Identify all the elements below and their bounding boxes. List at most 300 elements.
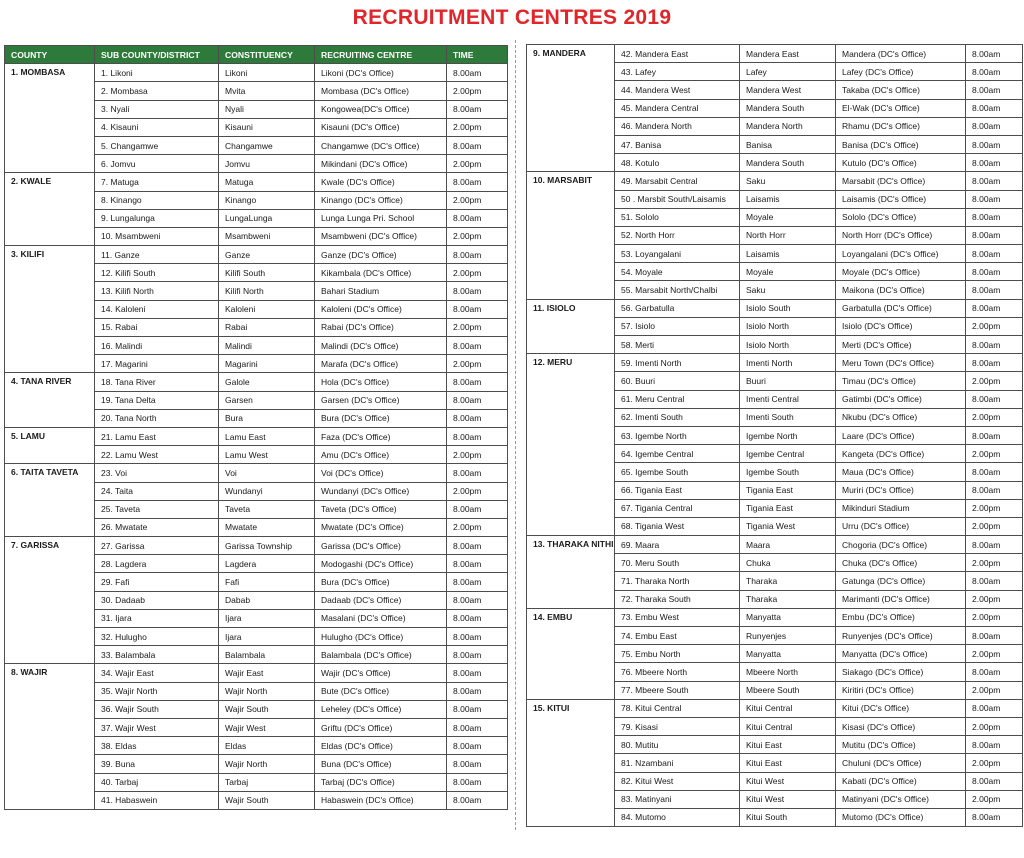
constituency-cell: Imenti South: [740, 408, 836, 426]
sub-county-cell: 47. Banisa: [615, 135, 740, 153]
centre-cell: Runyenjes (DC's Office): [836, 627, 966, 645]
sub-county-cell: 48. Kotulo: [615, 154, 740, 172]
constituency-cell: Lafey: [740, 63, 836, 81]
centre-cell: Bahari Stadium: [315, 282, 447, 300]
sub-county-cell: 62. Imenti South: [615, 408, 740, 426]
time-cell: 8.00am: [447, 664, 508, 682]
centre-cell: Takaba (DC's Office): [836, 81, 966, 99]
centre-cell: Gatimbi (DC's Office): [836, 390, 966, 408]
constituency-cell: Ganze: [219, 246, 315, 264]
constituency-cell: Wundanyi: [219, 482, 315, 500]
sub-county-cell: 83. Matinyani: [615, 790, 740, 808]
sub-county-cell: 49. Marsabit Central: [615, 172, 740, 190]
constituency-cell: Chuka: [740, 554, 836, 572]
time-cell: 8.00am: [447, 755, 508, 773]
sub-county-cell: 23. Voi: [95, 464, 219, 482]
centre-cell: Habaswein (DC's Office): [315, 791, 447, 809]
time-cell: 8.00am: [966, 808, 1023, 826]
constituency-cell: Laisamis: [740, 245, 836, 263]
sub-county-cell: 19. Tana Delta: [95, 391, 219, 409]
constituency-cell: Mandera West: [740, 81, 836, 99]
time-cell: 8.00am: [447, 64, 508, 82]
time-cell: 8.00am: [447, 100, 508, 118]
constituency-cell: Wajir West: [219, 718, 315, 736]
time-cell: 8.00am: [966, 81, 1023, 99]
centre-cell: Moyale (DC's Office): [836, 263, 966, 281]
centre-cell: Kutulo (DC's Office): [836, 154, 966, 172]
sub-county-cell: 45. Mandera Central: [615, 99, 740, 117]
time-cell: 8.00am: [966, 627, 1023, 645]
constituency-cell: Kilifi North: [219, 282, 315, 300]
county-cell: 14. EMBU: [527, 608, 615, 699]
table-row: [5, 464, 508, 482]
sub-county-cell: 41. Habaswein: [95, 791, 219, 809]
time-cell: 2.00pm: [447, 191, 508, 209]
table-row: [527, 354, 1023, 372]
time-cell: 8.00am: [966, 481, 1023, 499]
centre-cell: Chuka (DC's Office): [836, 554, 966, 572]
constituency-cell: LungaLunga: [219, 209, 315, 227]
centre-cell: Laisamis (DC's Office): [836, 190, 966, 208]
time-cell: 8.00am: [447, 500, 508, 518]
sub-county-cell: 25. Taveta: [95, 500, 219, 518]
time-cell: 8.00am: [447, 173, 508, 191]
constituency-cell: North Horr: [740, 226, 836, 244]
county-cell: 7. GARISSA: [5, 537, 95, 664]
centre-cell: Siakago (DC's Office): [836, 663, 966, 681]
sub-county-cell: 57. Isiolo: [615, 317, 740, 335]
centre-cell: Banisa (DC's Office): [836, 135, 966, 153]
time-cell: 2.00pm: [447, 318, 508, 336]
sub-county-cell: 43. Lafey: [615, 63, 740, 81]
sub-county-cell: 75. Embu North: [615, 645, 740, 663]
time-cell: 2.00pm: [447, 355, 508, 373]
centre-cell: Kisauni (DC's Office): [315, 118, 447, 136]
sub-county-cell: 54. Moyale: [615, 263, 740, 281]
centre-cell: Likoni (DC's Office): [315, 64, 447, 82]
time-cell: 8.00am: [447, 573, 508, 591]
table-body-left: [5, 64, 508, 810]
time-cell: 2.00pm: [447, 518, 508, 536]
county-cell: 3. KILIFI: [5, 246, 95, 373]
constituency-cell: Likoni: [219, 64, 315, 82]
constituency-cell: Malindi: [219, 337, 315, 355]
constituency-cell: Wajir North: [219, 682, 315, 700]
centre-cell: Bura (DC's Office): [315, 573, 447, 591]
centre-cell: Eldas (DC's Office): [315, 737, 447, 755]
sub-county-cell: 20. Tana North: [95, 409, 219, 427]
sub-county-cell: 50 . Marsbit South/Laisamis: [615, 190, 740, 208]
column-divider: [515, 40, 516, 830]
time-cell: 8.00am: [966, 154, 1023, 172]
time-cell: 8.00am: [447, 537, 508, 555]
centre-cell: Gatunga (DC's Office): [836, 572, 966, 590]
centre-cell: Kangeta (DC's Office): [836, 445, 966, 463]
time-cell: 8.00am: [447, 300, 508, 318]
time-cell: 8.00am: [447, 555, 508, 573]
sub-county-cell: 52. North Horr: [615, 226, 740, 244]
time-cell: 8.00am: [447, 628, 508, 646]
county-cell: 15. KITUI: [527, 699, 615, 826]
constituency-cell: Tarbaj: [219, 773, 315, 791]
constituency-cell: Garsen: [219, 391, 315, 409]
sub-county-cell: 69. Maara: [615, 536, 740, 554]
sub-county-cell: 32. Hulugho: [95, 628, 219, 646]
table-row: [5, 173, 508, 191]
centre-cell: Nkubu (DC's Office): [836, 408, 966, 426]
constituency-cell: Kitui East: [740, 736, 836, 754]
county-cell: 11. ISIOLO: [527, 299, 615, 354]
sub-county-cell: 36. Wajir South: [95, 700, 219, 718]
centre-cell: Mikindani (DC's Office): [315, 155, 447, 173]
time-cell: 8.00am: [447, 391, 508, 409]
sub-county-cell: 31. Ijara: [95, 609, 219, 627]
time-cell: 8.00am: [447, 246, 508, 264]
time-cell: 8.00am: [966, 354, 1023, 372]
sub-county-cell: 67. Tigania Central: [615, 499, 740, 517]
time-cell: 2.00pm: [966, 754, 1023, 772]
time-cell: 8.00am: [966, 226, 1023, 244]
centre-cell: Isiolo (DC's Office): [836, 317, 966, 335]
centre-cell: Chogoria (DC's Office): [836, 536, 966, 554]
sub-county-cell: 18. Tana River: [95, 373, 219, 391]
centre-cell: Marimanti (DC's Office): [836, 590, 966, 608]
sub-county-cell: 33. Balambala: [95, 646, 219, 664]
sub-county-cell: 14. Kaloleni: [95, 300, 219, 318]
table-row: [527, 45, 1023, 63]
county-cell: 12. MERU: [527, 354, 615, 536]
constituency-cell: Lagdera: [219, 555, 315, 573]
sub-county-cell: 10. Msambweni: [95, 227, 219, 245]
page-title: RECRUITMENT CENTRES 2019: [352, 6, 672, 29]
time-cell: 8.00am: [966, 772, 1023, 790]
constituency-cell: Buuri: [740, 372, 836, 390]
time-cell: 8.00am: [966, 117, 1023, 135]
centre-cell: Kabati (DC's Office): [836, 772, 966, 790]
constituency-cell: Wajir South: [219, 791, 315, 809]
time-cell: 8.00am: [966, 699, 1023, 717]
constituency-cell: Mbeere South: [740, 681, 836, 699]
constituency-cell: Saku: [740, 172, 836, 190]
table-body-right: [527, 45, 1023, 827]
table-row: [5, 537, 508, 555]
sub-county-cell: 51. Sololo: [615, 208, 740, 226]
sub-county-cell: 12. Kilifi South: [95, 264, 219, 282]
centre-cell: Maikona (DC's Office): [836, 281, 966, 299]
sub-county-cell: 60. Buuri: [615, 372, 740, 390]
sub-county-cell: 63. Igembe North: [615, 426, 740, 444]
centre-cell: Urru (DC's Office): [836, 517, 966, 535]
time-cell: 2.00pm: [966, 645, 1023, 663]
centre-cell: Modogashi (DC's Office): [315, 555, 447, 573]
county-cell: 4. TANA RIVER: [5, 373, 95, 428]
time-cell: 2.00pm: [966, 681, 1023, 699]
constituency-cell: Matuga: [219, 173, 315, 191]
centre-cell: Masalani (DC's Office): [315, 609, 447, 627]
sub-county-cell: 59. Imenti North: [615, 354, 740, 372]
table-row: [5, 64, 508, 82]
centre-cell: Wajir (DC's Office): [315, 664, 447, 682]
constituency-cell: Mwatate: [219, 518, 315, 536]
centre-cell: Matinyani (DC's Office): [836, 790, 966, 808]
time-cell: 8.00am: [966, 63, 1023, 81]
time-cell: 8.00am: [447, 718, 508, 736]
time-cell: 2.00pm: [447, 482, 508, 500]
sub-county-cell: 13. Kilifi North: [95, 282, 219, 300]
constituency-cell: Msambweni: [219, 227, 315, 245]
constituency-cell: Imenti Central: [740, 390, 836, 408]
constituency-cell: Mvita: [219, 82, 315, 100]
centre-cell: Mutomo (DC's Office): [836, 808, 966, 826]
table-header-row: [5, 46, 508, 64]
sub-county-cell: 7. Matuga: [95, 173, 219, 191]
centre-cell: Marafa (DC's Office): [315, 355, 447, 373]
header-sub-county: SUB COUNTY/DISTRICT: [95, 46, 219, 64]
county-cell: 13. THARAKA NITHI: [527, 536, 615, 609]
centre-cell: Buna (DC's Office): [315, 755, 447, 773]
constituency-cell: Lamu East: [219, 427, 315, 445]
time-cell: 2.00pm: [447, 155, 508, 173]
time-cell: 8.00am: [966, 463, 1023, 481]
centre-cell: Taveta (DC's Office): [315, 500, 447, 518]
time-cell: 2.00pm: [966, 790, 1023, 808]
constituency-cell: Kaloleni: [219, 300, 315, 318]
centre-cell: Mikinduri Stadium: [836, 499, 966, 517]
sub-county-cell: 64. Igembe Central: [615, 445, 740, 463]
sub-county-cell: 53. Loyangalani: [615, 245, 740, 263]
constituency-cell: Wajir South: [219, 700, 315, 718]
table-row: [527, 608, 1023, 626]
constituency-cell: Ijara: [219, 609, 315, 627]
centre-cell: Lafey (DC's Office): [836, 63, 966, 81]
constituency-cell: Nyali: [219, 100, 315, 118]
time-cell: 8.00am: [966, 263, 1023, 281]
constituency-cell: Laisamis: [740, 190, 836, 208]
time-cell: 8.00am: [447, 773, 508, 791]
sub-county-cell: 24. Taita: [95, 482, 219, 500]
constituency-cell: Balambala: [219, 646, 315, 664]
sub-county-cell: 79. Kisasi: [615, 717, 740, 735]
centre-cell: Kikambala (DC's Office): [315, 264, 447, 282]
time-cell: 8.00am: [447, 682, 508, 700]
centre-cell: Kiritiri (DC's Office): [836, 681, 966, 699]
sub-county-cell: 35. Wajir North: [95, 682, 219, 700]
time-cell: 8.00am: [966, 390, 1023, 408]
constituency-cell: Galole: [219, 373, 315, 391]
centre-cell: Lunga Lunga Pri. School: [315, 209, 447, 227]
centre-cell: Kinango (DC's Office): [315, 191, 447, 209]
time-cell: 8.00am: [966, 572, 1023, 590]
table-row: [5, 427, 508, 445]
table-row: [527, 536, 1023, 554]
time-cell: 8.00am: [447, 700, 508, 718]
constituency-cell: Wajir East: [219, 664, 315, 682]
sub-county-cell: 55. Marsabit North/Chalbi: [615, 281, 740, 299]
constituency-cell: Tigania East: [740, 499, 836, 517]
constituency-cell: Isiolo South: [740, 299, 836, 317]
centre-cell: Laare (DC's Office): [836, 426, 966, 444]
constituency-cell: Tharaka: [740, 572, 836, 590]
centre-cell: Ganze (DC's Office): [315, 246, 447, 264]
time-cell: 2.00pm: [966, 717, 1023, 735]
sub-county-cell: 28. Lagdera: [95, 555, 219, 573]
time-cell: 2.00pm: [447, 82, 508, 100]
centre-cell: Kisasi (DC's Office): [836, 717, 966, 735]
constituency-cell: Saku: [740, 281, 836, 299]
sub-county-cell: 3. Nyali: [95, 100, 219, 118]
table-row: [527, 299, 1023, 317]
centre-cell: Amu (DC's Office): [315, 446, 447, 464]
sub-county-cell: 84. Mutomo: [615, 808, 740, 826]
constituency-cell: Kitui West: [740, 790, 836, 808]
time-cell: 8.00am: [966, 190, 1023, 208]
time-cell: 8.00am: [447, 737, 508, 755]
constituency-cell: Wajir North: [219, 755, 315, 773]
sub-county-cell: 68. Tigania West: [615, 517, 740, 535]
county-cell: 10. MARSABIT: [527, 172, 615, 299]
sub-county-cell: 40. Tarbaj: [95, 773, 219, 791]
sub-county-cell: 42. Mandera East: [615, 45, 740, 63]
time-cell: 8.00am: [447, 136, 508, 154]
time-cell: 2.00pm: [966, 554, 1023, 572]
sub-county-cell: 71. Tharaka North: [615, 572, 740, 590]
constituency-cell: Rabai: [219, 318, 315, 336]
sub-county-cell: 39. Buna: [95, 755, 219, 773]
constituency-cell: Runyenjes: [740, 627, 836, 645]
sub-county-cell: 58. Merti: [615, 336, 740, 354]
time-cell: 8.00am: [447, 591, 508, 609]
sub-county-cell: 34. Wajir East: [95, 664, 219, 682]
constituency-cell: Kisauni: [219, 118, 315, 136]
constituency-cell: Mandera South: [740, 99, 836, 117]
time-cell: 2.00pm: [966, 608, 1023, 626]
time-cell: 2.00pm: [966, 590, 1023, 608]
constituency-cell: Igembe North: [740, 426, 836, 444]
centre-cell: Faza (DC's Office): [315, 427, 447, 445]
constituency-cell: Eldas: [219, 737, 315, 755]
time-cell: 8.00am: [966, 281, 1023, 299]
centre-cell: Merti (DC's Office): [836, 336, 966, 354]
sub-county-cell: 6. Jomvu: [95, 155, 219, 173]
time-cell: 8.00am: [966, 663, 1023, 681]
constituency-cell: Kitui Central: [740, 717, 836, 735]
time-cell: 8.00am: [966, 299, 1023, 317]
centre-cell: Mombasa (DC's Office): [315, 82, 447, 100]
time-cell: 2.00pm: [447, 227, 508, 245]
sub-county-cell: 38. Eldas: [95, 737, 219, 755]
sub-county-cell: 78. Kitui Central: [615, 699, 740, 717]
county-cell: 9. MANDERA: [527, 45, 615, 172]
constituency-cell: Mandera North: [740, 117, 836, 135]
constituency-cell: Bura: [219, 409, 315, 427]
sub-county-cell: 65. Igembe South: [615, 463, 740, 481]
header-constituency: CONSTITUENCY: [219, 46, 315, 64]
sub-county-cell: 37. Wajir West: [95, 718, 219, 736]
constituency-cell: Banisa: [740, 135, 836, 153]
constituency-cell: Kitui Central: [740, 699, 836, 717]
centre-cell: Hulugho (DC's Office): [315, 628, 447, 646]
constituency-cell: Tigania East: [740, 481, 836, 499]
centre-cell: Tarbaj (DC's Office): [315, 773, 447, 791]
centre-cell: Voi (DC's Office): [315, 464, 447, 482]
table-row: [527, 172, 1023, 190]
time-cell: 2.00pm: [966, 499, 1023, 517]
centre-cell: Kaloleni (DC's Office): [315, 300, 447, 318]
centre-cell: Dadaab (DC's Office): [315, 591, 447, 609]
constituency-cell: Garissa Township: [219, 537, 315, 555]
constituency-cell: Kitui South: [740, 808, 836, 826]
centre-cell: Hola (DC's Office): [315, 373, 447, 391]
sub-county-cell: 15. Rabai: [95, 318, 219, 336]
sub-county-cell: 27. Garissa: [95, 537, 219, 555]
sub-county-cell: 44. Mandera West: [615, 81, 740, 99]
centre-cell: Marsabit (DC's Office): [836, 172, 966, 190]
time-cell: 8.00am: [447, 791, 508, 809]
time-cell: 8.00am: [966, 208, 1023, 226]
centre-cell: Chuluni (DC's Office): [836, 754, 966, 772]
sub-county-cell: 72. Tharaka South: [615, 590, 740, 608]
time-cell: 8.00am: [447, 646, 508, 664]
county-cell: 2. KWALE: [5, 173, 95, 246]
constituency-cell: Kitui West: [740, 772, 836, 790]
time-cell: 2.00pm: [966, 445, 1023, 463]
sub-county-cell: 80. Mutitu: [615, 736, 740, 754]
centre-cell: Changamwe (DC's Office): [315, 136, 447, 154]
time-cell: 8.00am: [447, 609, 508, 627]
constituency-cell: Lamu West: [219, 446, 315, 464]
centre-cell: Garsen (DC's Office): [315, 391, 447, 409]
time-cell: 2.00pm: [447, 264, 508, 282]
constituency-cell: Mbeere North: [740, 663, 836, 681]
time-cell: 8.00am: [966, 135, 1023, 153]
sub-county-cell: 2. Mombasa: [95, 82, 219, 100]
sub-county-cell: 61. Meru Central: [615, 390, 740, 408]
table-row: [5, 246, 508, 264]
sub-county-cell: 73. Embu West: [615, 608, 740, 626]
sub-county-cell: 77. Mbeere South: [615, 681, 740, 699]
constituency-cell: Jomvu: [219, 155, 315, 173]
time-cell: 2.00pm: [966, 317, 1023, 335]
constituency-cell: Tharaka: [740, 590, 836, 608]
constituency-cell: Voi: [219, 464, 315, 482]
county-cell: 5. LAMU: [5, 427, 95, 463]
time-cell: 8.00am: [966, 536, 1023, 554]
header-time: TIME: [447, 46, 508, 64]
constituency-cell: Imenti North: [740, 354, 836, 372]
constituency-cell: Isiolo North: [740, 336, 836, 354]
centre-cell: Kitui (DC's Office): [836, 699, 966, 717]
constituency-cell: Mandera South: [740, 154, 836, 172]
sub-county-cell: 26. Mwatate: [95, 518, 219, 536]
centre-cell: Malindi (DC's Office): [315, 337, 447, 355]
constituency-cell: Kinango: [219, 191, 315, 209]
centre-cell: Bute (DC's Office): [315, 682, 447, 700]
centre-cell: North Horr (DC's Office): [836, 226, 966, 244]
time-cell: 2.00pm: [447, 446, 508, 464]
county-cell: 8. WAJIR: [5, 664, 95, 810]
sub-county-cell: 74. Embu East: [615, 627, 740, 645]
constituency-cell: Moyale: [740, 208, 836, 226]
constituency-cell: Moyale: [740, 263, 836, 281]
constituency-cell: Dabab: [219, 591, 315, 609]
time-cell: 8.00am: [447, 427, 508, 445]
time-cell: 8.00am: [966, 45, 1023, 63]
centre-cell: Maua (DC's Office): [836, 463, 966, 481]
constituency-cell: Igembe Central: [740, 445, 836, 463]
centre-cell: Manyatta (DC's Office): [836, 645, 966, 663]
sub-county-cell: 1. Likoni: [95, 64, 219, 82]
sub-county-cell: 16. Malindi: [95, 337, 219, 355]
